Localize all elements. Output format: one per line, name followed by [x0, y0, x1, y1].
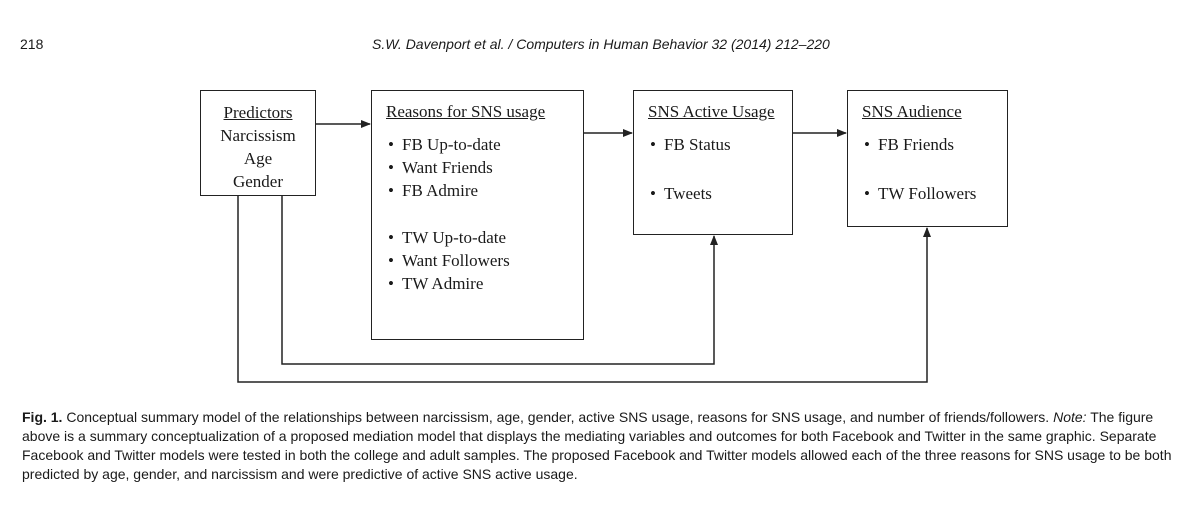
list-item: • Want Friends	[386, 156, 583, 179]
list-item: • FB Up-to-date	[386, 133, 583, 156]
audience-title: SNS Audience	[862, 102, 962, 121]
list-item: • FB Status	[648, 133, 792, 156]
caption-note-text: The figure above is a summary conceptualization of a proposed mediation model that displays the mediating variables and outcomes for both Facebook and Twitter in the same graphic. Separate Facebook and Twitter models were tested in both the college and adult samples. The proposed Facebook and Twitter models allowed each of the three reasons for SNS usage to be both predicted by age, gender, and narcissism and were predictive of active SNS active usage.	[22, 409, 1172, 482]
predictors-box	[200, 90, 316, 196]
running-head: S.W. Davenport et al. / Computers in Human Behavior 32 (2014) 212–220	[372, 36, 830, 52]
reasons-facebook-list	[386, 133, 583, 202]
list-item: • TW Admire	[386, 272, 583, 295]
caption-label: Fig. 1.	[22, 409, 63, 425]
list-spacer	[648, 156, 792, 182]
list-spacer	[862, 156, 1007, 182]
predictors-title: Predictors	[223, 103, 293, 122]
active-usage-title: SNS Active Usage	[648, 102, 775, 121]
list-item: • Tweets	[648, 182, 792, 205]
reasons-title: Reasons for SNS usage	[386, 102, 546, 121]
list-item: • FB Friends	[862, 133, 1007, 156]
list-item: • TW Followers	[862, 182, 1007, 205]
predictor-item: Narcissism	[220, 126, 296, 145]
caption-note-label: Note:	[1053, 409, 1087, 425]
list-item: • TW Up-to-date	[386, 226, 583, 249]
active-usage-list	[648, 133, 792, 205]
active-usage-box	[633, 90, 793, 235]
list-item: • FB Admire	[386, 179, 583, 202]
audience-list	[862, 133, 1007, 205]
reasons-box	[371, 90, 584, 340]
caption-text: Conceptual summary model of the relationships between narcissism, age, gender, active SNS usage, reasons for SNS usage, and number of friends/followers.	[66, 409, 1050, 425]
audience-box	[847, 90, 1008, 227]
predictor-item: Gender	[232, 172, 284, 191]
figure-caption	[22, 408, 1188, 484]
page-number: 218	[20, 36, 44, 52]
reasons-twitter-list	[386, 226, 583, 295]
list-item: • Want Followers	[386, 249, 583, 272]
predictor-item: Age	[243, 149, 273, 168]
